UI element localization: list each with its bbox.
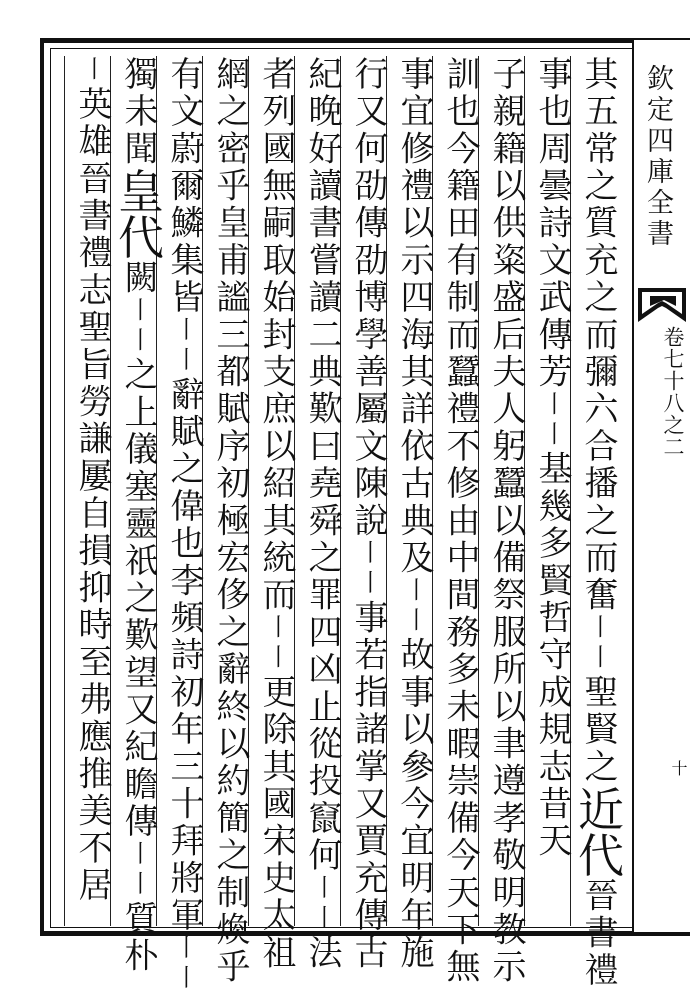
text-column-4: 訓也今籍田有制而蠶禮不修由中間務多未暇崇備今天下無 bbox=[432, 56, 490, 926]
text-column-6: 行又何劭傳劭博學善屬文陳說丨丨事若指諸掌又賈充傳古 bbox=[340, 56, 398, 926]
text-column-9: 網之密乎皇甫謐三都賦序初極宏侈之辭終以約簡之制煥乎 bbox=[202, 56, 260, 926]
text-columns bbox=[54, 50, 628, 994]
text-column-11: 獨未聞皇代闕丨丨之上儀塞靈祇之歎望又紀瞻傳丨丨質朴 bbox=[110, 56, 168, 926]
book-title: 欽定四庫全書 bbox=[642, 64, 673, 250]
text-column-3: 子親籍以供粢盛后夫人躬蠶以備祭服所以聿遵孝敬明教示 bbox=[478, 56, 536, 926]
text-column-10: 有文蔚爾鱗集皆丨丨辭賦之偉也李頻詩初年三十拜將軍丨丨 bbox=[156, 56, 214, 926]
text-column-12: 丨英雄晉書禮志聖旨勞謙屢自損抑時至弗應推美不居 bbox=[64, 56, 122, 926]
fish-tail-mark-icon bbox=[636, 284, 688, 326]
text-column-5: 事宜修禮以示四海其詳依古典及丨丨故事以參今宜明年施 bbox=[386, 56, 444, 926]
text-column-8: 者列國無嗣取始封支庶以紹其統而丨丨更除其國宋史太祖 bbox=[248, 56, 306, 926]
page-number: 十 bbox=[669, 760, 688, 776]
text-column-7: 紀晚好讀書嘗讀二典歎曰堯舜之罪四凶止從投竄何丨丨法 bbox=[294, 56, 352, 926]
text-column-2: 事也周曇詩文武傳芳丨丨基幾多賢哲守成規志昔天 bbox=[524, 56, 582, 926]
text-column-1: 其五常之質充之而彌六合播之而奮丨丨聖賢之近代晉書禮 bbox=[570, 56, 628, 926]
juan-label: 卷七十八之二 bbox=[661, 326, 685, 458]
